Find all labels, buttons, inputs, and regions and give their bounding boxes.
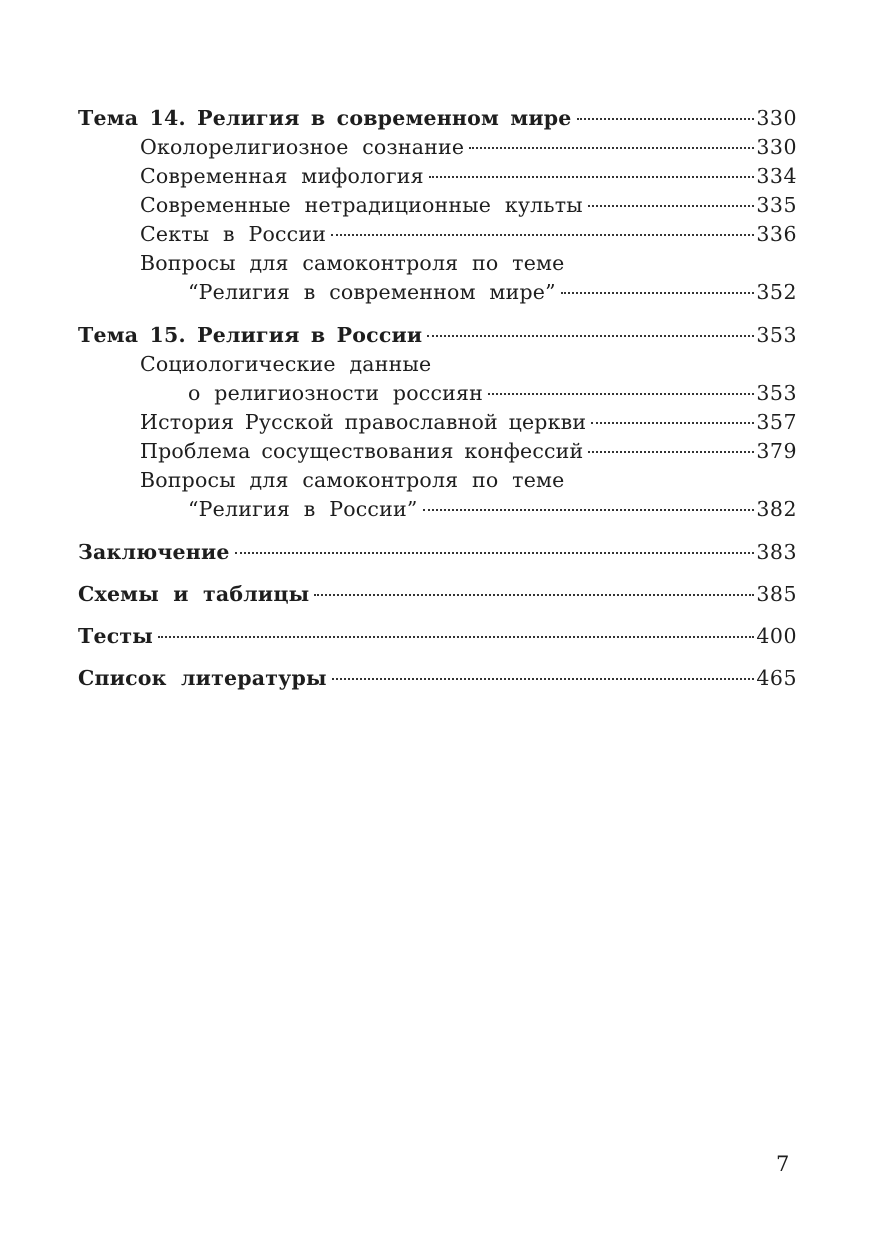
toc-entry-page: 352: [756, 280, 797, 304]
toc-entry-tests[interactable]: [78, 621, 797, 651]
toc-entry-questions[interactable]: [78, 495, 797, 524]
toc-entry-page: 353: [756, 381, 797, 405]
toc-entry-page: 379: [756, 439, 797, 463]
dot-leader: [158, 636, 754, 638]
dot-leader: [314, 594, 754, 596]
toc-entry-page: 330: [756, 135, 797, 159]
dot-leader: [488, 393, 754, 395]
toc-entry-title: Секты в России: [140, 222, 327, 246]
toc-entry-title: Список литературы: [78, 666, 327, 690]
toc-entry-title: Проблема сосуществования конфессий: [140, 439, 584, 463]
toc-entry-questions-heading[interactable]: [78, 466, 797, 495]
toc-entry-page: 353: [756, 323, 797, 347]
toc-entry-title: Тема 14. Религия в современном мире: [78, 106, 572, 130]
toc-entry-title: о религиозности россиян: [188, 381, 484, 405]
toc-entry-page: 400: [756, 624, 797, 648]
toc-entry-page: 465: [756, 666, 797, 690]
dot-leader: [591, 422, 754, 424]
toc-entry-questions-heading[interactable]: [78, 249, 797, 278]
dot-leader: [235, 552, 755, 554]
toc-entry-title: Схемы и таблицы: [78, 582, 310, 606]
toc-entry-references[interactable]: [78, 663, 797, 693]
dot-leader: [588, 205, 755, 207]
toc-entry-title: Вопросы для самоконтроля по теме: [140, 251, 565, 275]
toc-entry-page: 336: [756, 222, 797, 246]
dot-leader: [588, 451, 754, 453]
dot-leader: [469, 147, 754, 149]
toc-entry-topic-15[interactable]: [78, 321, 797, 350]
toc-entry-title: Околорелигиозное сознание: [140, 135, 465, 159]
toc-entry-page: 382: [756, 497, 797, 521]
toc-entry-title: Современная мифология: [140, 164, 424, 188]
table-of-contents: [78, 104, 797, 693]
toc-entry-title: Заключение: [78, 540, 230, 564]
toc-entry-subsection[interactable]: [78, 379, 797, 408]
toc-entry-title: Тесты: [78, 624, 154, 648]
dot-leader: [427, 335, 754, 337]
toc-entry-schemes[interactable]: [78, 579, 797, 609]
toc-entry-title: Современные нетрадиционные культы: [140, 193, 583, 217]
toc-entry-subsection-heading[interactable]: [78, 350, 797, 379]
toc-entry-questions[interactable]: [78, 278, 797, 307]
toc-entry-title: История Русской православной церкви: [140, 410, 587, 434]
toc-entry-subsection[interactable]: [78, 408, 797, 437]
toc-entry-subsection[interactable]: [78, 437, 797, 466]
dot-leader: [561, 292, 755, 294]
toc-entry-subsection[interactable]: [78, 220, 797, 249]
toc-entry-page: 357: [756, 410, 797, 434]
dot-leader: [429, 176, 755, 178]
toc-entry-subsection[interactable]: [78, 162, 797, 191]
toc-entry-page: 385: [756, 582, 797, 606]
toc-entry-page: 335: [756, 193, 797, 217]
dot-leader: [577, 118, 755, 120]
dot-leader: [332, 678, 755, 680]
toc-entry-page: 330: [756, 106, 797, 130]
page-number: 7: [776, 1152, 790, 1176]
dot-leader: [331, 234, 754, 236]
toc-entry-page: 334: [756, 164, 797, 188]
dot-leader: [423, 509, 755, 511]
toc-entry-title: “Религия в России”: [188, 497, 418, 521]
toc-entry-conclusion[interactable]: [78, 538, 797, 567]
toc-entry-subsection[interactable]: [78, 133, 797, 162]
toc-entry-title: Вопросы для самоконтроля по теме: [140, 468, 565, 492]
toc-entry-page: 383: [756, 540, 797, 564]
toc-entry-topic-14[interactable]: [78, 104, 797, 133]
toc-entry-title: Социологические данные: [140, 352, 432, 376]
toc-entry-title: Тема 15. Религия в России: [78, 323, 423, 347]
toc-entry-subsection[interactable]: [78, 191, 797, 220]
toc-entry-title: “Религия в современном мире”: [188, 280, 556, 304]
